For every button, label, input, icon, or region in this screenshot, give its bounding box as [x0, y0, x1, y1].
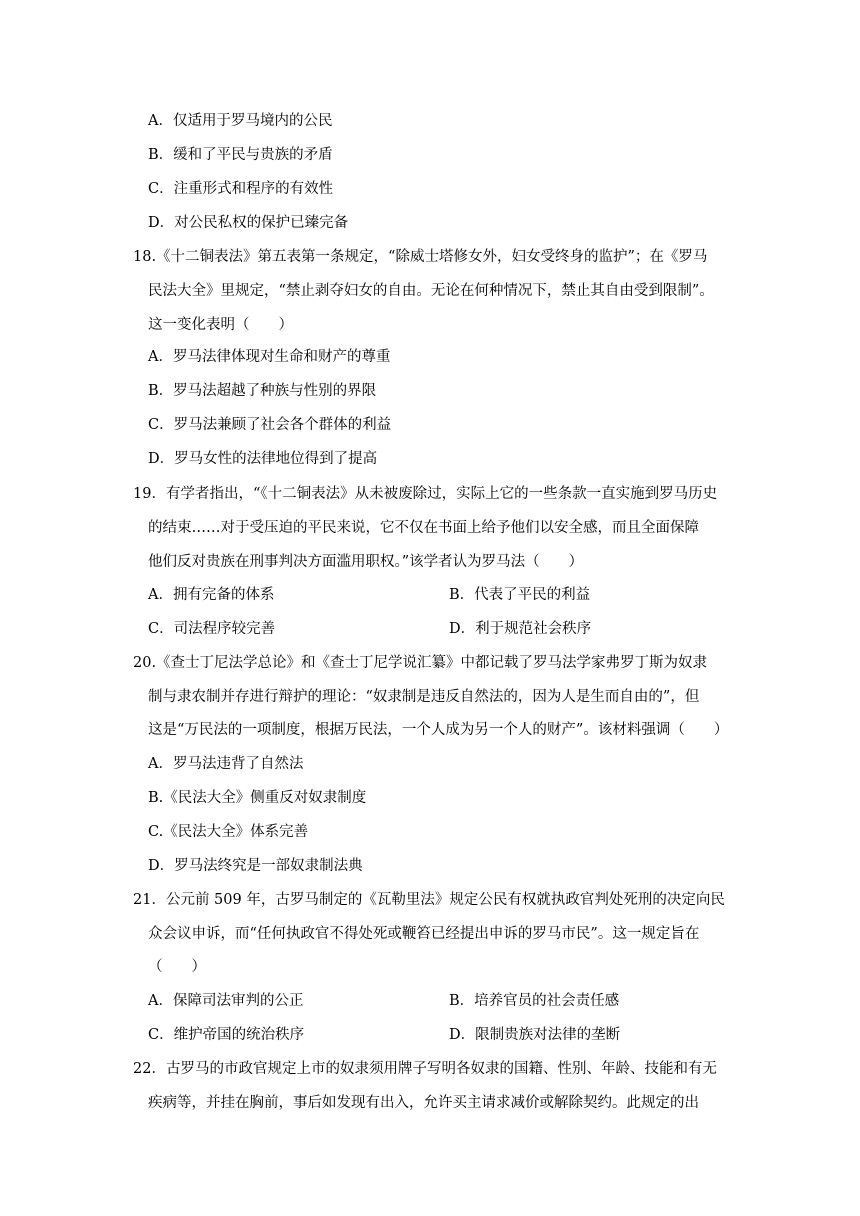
q21-stem-line-1: 21．公元前 509 年，古罗马制定的《瓦勒里法》规定公民有权就执政官判处死刑的决定向民	[133, 892, 725, 908]
q19-option-c: C．司法程序较完善	[148, 621, 276, 637]
q21-option-a: A．保障司法审判的公正	[148, 993, 304, 1009]
q19-option-d: D．利于规范社会秩序	[449, 621, 592, 637]
q18-stem-line-3: 这一变化表明（ ）	[148, 317, 293, 333]
q17-option-c: C．注重形式和程序的有效性	[148, 181, 334, 197]
q20-stem-line-2: 制与隶农制并存进行辩护的理论：“奴隶制是违反自然法的，因为人是生而自由的”，但	[148, 689, 700, 705]
q21-stem-line-2: 众会议申诉，而“任何执政官不得处死或鞭笞已经提出申诉的罗马市民”。这一规定旨在	[148, 926, 700, 942]
q22-stem-line-1: 22．古罗马的市政官规定上市的奴隶须用牌子写明各奴隶的国籍、性别、年龄、技能和有无	[133, 1061, 717, 1077]
q18-option-b: B．罗马法超越了种族与性别的界限	[148, 383, 377, 399]
q22-stem-line-2: 疾病等，并挂在胸前，事后如发现有出入，允许买主请求减价或解除契约。此规定的出	[148, 1095, 699, 1111]
q20-option-a: A．罗马法违背了自然法	[148, 756, 304, 772]
q20-option-c: C.《民法大全》体系完善	[148, 824, 309, 840]
q17-option-a: A．仅适用于罗马境内的公民	[148, 113, 333, 129]
q18-option-d: D．罗马女性的法律地位得到了提高	[148, 451, 378, 467]
q21-option-b: B．培养官员的社会责任感	[449, 993, 620, 1009]
q19-stem-line-1: 19．有学者指出，“《十二铜表法》从未被废除过，实际上它的一些条款一直实施到罗马历史	[133, 486, 718, 502]
q18-option-a: A．罗马法律体现对生命和财产的尊重	[148, 349, 391, 365]
q18-stem-line-1: 18.《十二铜表法》第五表第一条规定，“除威士塔修女外，妇女受终身的监护”；在《罗马	[133, 249, 708, 265]
q20-option-d: D．罗马法终究是一部奴隶制法典	[148, 858, 363, 874]
q21-stem-line-3: （ ）	[148, 959, 206, 975]
q19-option-b: B．代表了平民的利益	[449, 587, 591, 603]
q20-stem-line-3: 这是“万民法的一项制度，根据万民法，一个人成为另一个人的财产”。该材料强调（ ）	[148, 722, 729, 738]
q20-option-b: B.《民法大全》侧重反对奴隶制度	[148, 790, 367, 806]
q17-option-b: B．缓和了平民与贵族的矛盾	[148, 147, 333, 163]
q17-option-d: D．对公民私权的保护已臻完备	[148, 215, 349, 231]
q21-option-c: C．维护帝国的统治秩序	[148, 1027, 305, 1043]
q19-option-a: A．拥有完备的体系	[148, 587, 275, 603]
q19-stem-line-2: 的结束……对于受压迫的平民来说，它不仅在书面上给予他们以安全感，而且全面保障	[148, 520, 699, 536]
q19-stem-line-3: 他们反对贵族在刑事判决方面滥用职权。”该学者认为罗马法（ ）	[148, 554, 584, 570]
q18-option-c: C．罗马法兼顾了社会各个群体的利益	[148, 417, 392, 433]
q18-stem-line-2: 民法大全》里规定，“禁止剥夺妇女的自由。无论在何种情况下，禁止其自由受到限制”。	[148, 283, 714, 299]
q20-stem-line-1: 20.《查士丁尼法学总论》和《查士丁尼学说汇纂》中都记载了罗马法学家弗罗丁斯为奴隶	[133, 655, 708, 671]
q21-option-d: D．限制贵族对法律的垄断	[449, 1027, 621, 1043]
